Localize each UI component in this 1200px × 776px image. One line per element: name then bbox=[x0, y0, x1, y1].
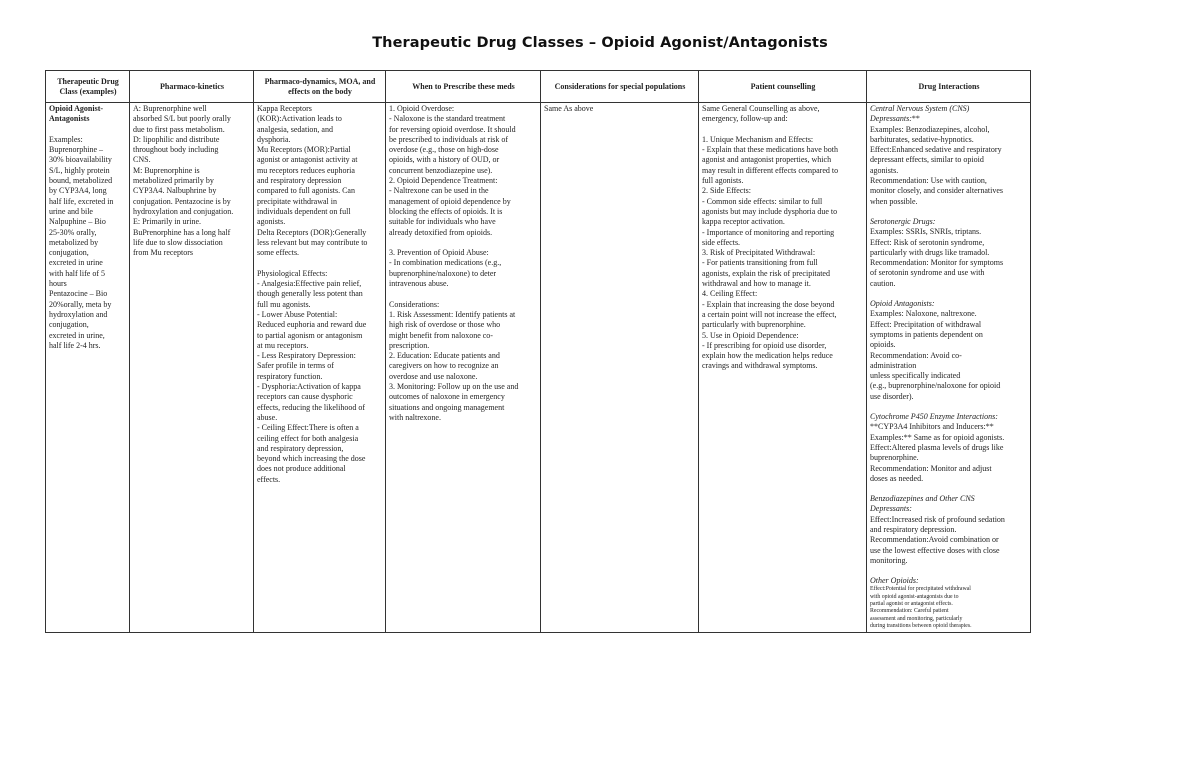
cns-body: Examples: Benzodiazepines, alcohol, barbiturates, sedative-hypnotics. Effect:Enhanced sedative and respiratory depressant effects, similar to opioid agonists. Recommendation: Use with caution, monitor closely, and consider alternatives when possible. bbox=[870, 124, 1003, 206]
antagonists-body: Examples: Naloxone, naltrexone. Effect: Precipitation of withdrawal symptoms in patients dependent on opioids. Recommendation: Avoid co- administration unless specifically indicated (e.g., buprenorphine/naloxone for opioid use disorder). bbox=[870, 309, 1001, 401]
header-pharmacodynamics: Pharmaco-dynamics, MOA, and effects on the body bbox=[254, 71, 386, 103]
cyp450-heading: Cytochrome P450 Enzyme Interactions: bbox=[870, 412, 998, 422]
cell-drug-interactions bbox=[867, 103, 1031, 633]
page-title: Therapeutic Drug Classes – Opioid Agonist/Antagonists bbox=[372, 35, 828, 51]
header-patient-counselling: Patient counselling bbox=[699, 71, 867, 103]
header-drug-class: Therapeutic Drug Class (examples) bbox=[46, 71, 130, 103]
cell-pharmacokinetics: A: Buprenorphine well absorbed S/L but poorly orally due to first pass metabolism. D: lipophilic and distribute throughout body including CNS. M: Buprenorphine is metabolized primarily by CYP3A4. Nalbuphrine by conjugation. Pentazocine is by hydroxylation and conjugation. E: Primarily in urine. BuPrenorphine has a long half life due to slow dissociation from Mu receptors bbox=[130, 103, 254, 633]
drug-class-name: Opioid Agonist- Antagonists bbox=[49, 104, 104, 124]
table-row bbox=[46, 103, 1031, 633]
serotonergic-heading: Serotonergic Drugs: bbox=[870, 216, 936, 226]
header-when-to-prescribe: When to Prescribe these meds bbox=[386, 71, 541, 103]
antagonists-heading: Opioid Antagonists: bbox=[870, 299, 935, 309]
header-row bbox=[46, 71, 1031, 103]
cell-pharmacodynamics: Kappa Receptors (KOR):Activation leads to analgesia, sedation, and dysphoria. Mu Receptors (MOR):Partial agonist or antagonist activity at mu receptors reduces euphoria and respiratory depression compared to full agonists. Can precipitate withdrawal in individuals dependent on full agonists. Delta Receptors (DOR):Generally less relevant but may contribute to some effects. Physiological Effects: - Analgesia:Effective pain relief, though generally less potent than full mu agonists. - Lower Abuse Potential: Reduced euphoria and reward due to partial agonism or antagonism at mu receptors. - Less Respiratory Depression: Safer profile in terms of respiratory function. - Dysphoria:Activation of kappa receptors can cause dysphoric effects, reducing the likelihood of abuse. - Ceiling Effect:There is often a ceiling effect for both analgesia and respiratory depression, beyond which increasing the dose does not produce additional effects. bbox=[254, 103, 386, 633]
cns-heading: Central Nervous System (CNS) Depressants: bbox=[870, 104, 970, 124]
header-drug-interactions: Drug Interactions bbox=[867, 71, 1031, 103]
cell-when-to-prescribe: 1. Opioid Overdose: - Naloxone is the standard treatment for reversing opioid overdose. It should be prescribed to individuals at risk of overdose (e.g., those on high-dose opioids, with a history of OUD, or concurrent benzodiazepine use). 2. Opioid Dependence Treatment: - Naltrexone can be used in the management of opioid dependence by blocking the effects of opioids. It is suitable for individuals who have already detoxified from opioids. 3. Prevention of Opioid Abuse: - In combination medications (e.g., buprenorphine/naloxone) to deter intravenous abuse. Considerations: 1. Risk Assessment: Identify patients at high risk of overdose or those who might benefit from naloxone co- prescription. 2. Education: Educate patients and caregivers on how to recognize an overdose and use naloxone. 3. Monitoring: Follow up on the use and outcomes of naloxone in emergency situations and ongoing management with naltrexone. bbox=[386, 103, 541, 633]
benzodiazepines-heading: Benzodiazepines and Other CNS Depressants: bbox=[870, 494, 975, 514]
drug-class-table bbox=[45, 70, 1031, 633]
header-pharmacokinetics: Pharmaco-kinetics bbox=[130, 71, 254, 103]
benzodiazepines-body: Effect:Increased risk of profound sedation and respiratory depression. Recommendation:Avoid combination or use the lowest effective doses with close monitoring. bbox=[870, 514, 1005, 565]
drug-class-examples: Examples: Buprenorphine – 30% bioavailability S/L, highly protein bound, metabolized by CYP3A4, long half life, excreted in urine and bile Nalpuphine – Bio 25-30% orally, metabolized by conjugation, excreted in urine with half life of 5 hours Pentazocine – Bio 20%orally, meta by hydroxylation and conjugation, excreted in urine, half life 2-4 hrs. bbox=[49, 134, 114, 350]
cns-heading-star: ** bbox=[911, 114, 920, 124]
cell-drug-class bbox=[46, 103, 130, 633]
header-special-populations: Considerations for special populations bbox=[541, 71, 699, 103]
other-opioids-body: Effect:Potential for precipitated withdrawal with opioid agonist-antagonists due to partial agonist or antagonist effects. Recommendation: Careful patient assessment and monitoring, particularly during transitions between opioid therapies. bbox=[870, 586, 972, 629]
cyp450-body: **CYP3A4 Inhibitors and Inducers:** Examples:** Same as for opioid agonists. Effect:Altered plasma levels of drugs like buprenorphine. Recommendation: Monitor and adjust doses as needed. bbox=[870, 422, 1005, 483]
serotonergic-body: Examples: SSRIs, SNRIs, triptans. Effect: Risk of serotonin syndrome, particularly with drugs like tramadol. Recommendation: Monitor for symptoms of serotonin syndrome and use with caution. bbox=[870, 227, 1004, 288]
other-opioids-heading: Other Opioids: bbox=[870, 576, 919, 586]
cell-patient-counselling: Same General Counselling as above, emergency, follow-up and: 1. Unique Mechanism and Effects: - Explain that these medications have both agonist and antagonist properties, which may result in different effects compared to full agonists. 2. Side Effects: - Common side effects: similar to full agonists but may include dysphoria due to kappa receptor activation. - Importance of monitoring and reporting side effects. 3. Risk of Precipitated Withdrawal: - For patients transitioning from full agonists, explain the risk of precipitated withdrawal and how to manage it. 4. Ceiling Effect: - Explain that increasing the dose beyond a certain point will not increase the effect, particularly with buprenorphine. 5. Use in Opioid Dependence: - If prescribing for opioid use disorder, explain how the medication helps reduce cravings and withdrawal symptoms. bbox=[699, 103, 867, 633]
cell-special-populations: Same As above bbox=[541, 103, 699, 633]
